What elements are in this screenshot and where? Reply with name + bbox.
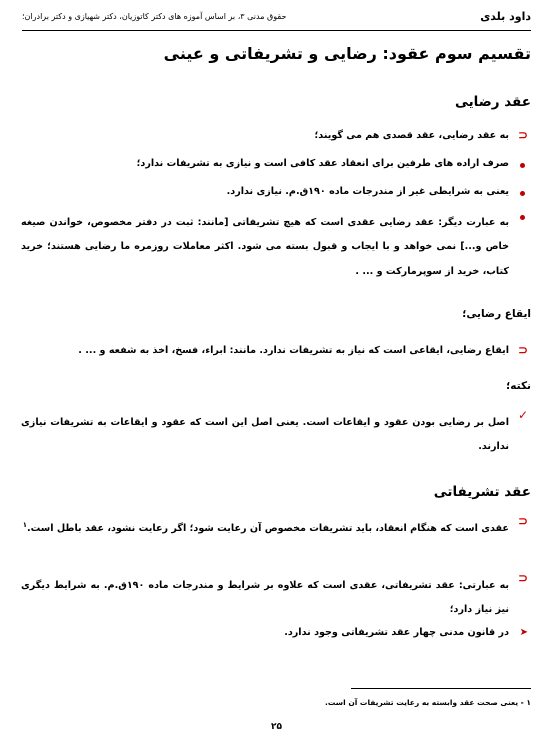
- list-item-text-body: عقدی است که هنگام انعقاد، باید تشریفات مخصوص آن رعایت شود؛ اگر رعایت نشود، عقد باطل است.: [26, 523, 509, 535]
- page-title: تقسیم سوم عقود: رضایی و تشریفاتی و عینی: [163, 44, 531, 63]
- list-item-text: [21, 514, 531, 542]
- list-item: [21, 343, 531, 357]
- page-number: ۲۵: [271, 722, 282, 732]
- bullet-dot-icon: [520, 215, 525, 220]
- list-item: [21, 628, 531, 638]
- list-item-text: یعنی به شرایطی غیر از مندرجات ماده ۱۹۰ق.م. نیازی ندارد.: [226, 186, 509, 197]
- list-item: [21, 571, 531, 623]
- list-item: [21, 159, 531, 169]
- list-item: [21, 514, 531, 542]
- list-item-text: به عبارتی: عقد تشریفاتی، عقدی است که علاوه بر شرایط و مندرجات ماده ۱۹۰ق.م. به شرایط دیگری نیز نیاز دارد؛: [21, 580, 509, 616]
- section-heading-consensual-unilateral-act: ایقاع رضایی؛: [462, 308, 531, 320]
- list-item: [21, 211, 531, 284]
- bullet-dot-icon: [520, 191, 525, 196]
- footnote-ref[interactable]: ۱: [22, 521, 27, 529]
- bullet-icon: ⊂: [517, 514, 528, 528]
- bullet-icon: ⊂: [517, 343, 528, 357]
- footnote-divider: [351, 688, 531, 689]
- list-item-text: ایقاع رضایی، ایقاعی است که نیاز به تشریفات ندارد. مانند: ابراء، فسخ، اخذ به شفعه و ... .: [78, 345, 509, 356]
- header-author: داود بلدی: [480, 10, 531, 23]
- list-item-text: به عبارت دیگر: عقد رضایی عقدی است که هیچ تشریفاتی [مانند: ثبت در دفتر مخصوص، خواندن صیغه خاص و...] نمی خواهد و با ایجاب و قبول بسته می شود. اکثر معاملات روزمره ما رضایی هستند؛ خرید کتاب، خرید از سوپرمارکت و ... .: [21, 217, 509, 277]
- section-heading-consensual-contract: عقد رضایی: [454, 94, 531, 110]
- list-item-text: به عقد رضایی، عقد قصدی هم می گویند؛: [314, 130, 509, 141]
- arrow-icon: ➤: [519, 627, 528, 638]
- list-item: [21, 187, 531, 197]
- note-heading: نکته؛: [506, 380, 531, 392]
- list-item: [21, 128, 531, 142]
- bullet-icon: ⊂: [517, 571, 528, 585]
- bullet-dot-icon: [520, 163, 525, 168]
- note-text: اصل بر رضایی بودن عقود و ایقاعات است. یعنی اصل این است که عقود و ایقاعات به تشریفات نیازی ندارند.: [21, 417, 509, 453]
- bullet-icon: ⊂: [517, 128, 528, 142]
- footnote-text: ۱ - یعنی صحت عقد وابسته به رعایت تشریفات آن است.: [324, 698, 531, 707]
- page-header: [22, 8, 531, 31]
- list-item-text: صرف اراده های طرفین برای انعقاد عقد کافی است و نیازی به تشریفات ندارد؛: [136, 158, 509, 169]
- list-item-text: در قانون مدنی چهار عقد تشریفاتی وجود ندارد.: [284, 627, 509, 638]
- checkmark-icon: ✓: [517, 408, 528, 422]
- header-subtitle: حقوق مدنی ۳، بر اساس آموزه های دکتر کاتوزیان، دکتر شهیازی و دکتر برادران؛: [22, 12, 287, 21]
- section-heading-formal-contract: عقد تشریفاتی: [433, 484, 531, 500]
- note-item: [21, 408, 531, 460]
